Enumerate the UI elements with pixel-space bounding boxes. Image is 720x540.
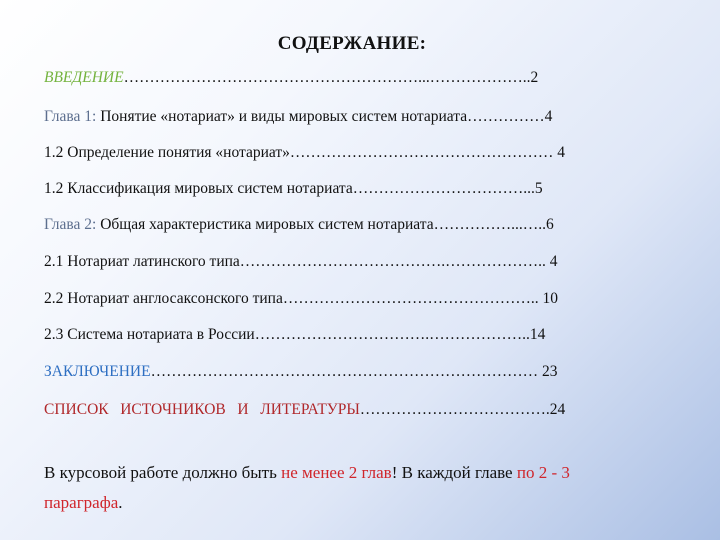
toc-entry-section-2-1: 2.1 Нотариат латинского типа………………………………….……………….. 4 bbox=[44, 253, 558, 270]
toc-entry-introduction: ВВЕДЕНИЕ…………………………………………………...………………..2 bbox=[44, 69, 539, 86]
toc-entry-chapter-1: Глава 1: Понятие «нотариат» и виды мировых систем нотариата……………4 bbox=[44, 108, 553, 125]
toc-entry-section-2-2: 2.2 Нотариат англосаксонского типа………………………………………….. 10 bbox=[44, 290, 558, 307]
toc-entry-section-1-2-classification: 1.2 Классификация мировых систем нотариата……………………………...5 bbox=[44, 180, 543, 197]
toc-entry-section-1-2-definition: 1.2 Определение понятия «нотариат»…………………………………………… 4 bbox=[44, 144, 566, 161]
toc-entry-references: СПИСОК ИСТОЧНИКОВ И ЛИТЕРАТУРЫ……………………………….24 bbox=[44, 401, 566, 418]
toc-entry-chapter-2: Глава 2: Общая характеристика мировых систем нотариата……………...…..6 bbox=[44, 216, 554, 233]
requirements-note: В курсовой работе должно быть не менее 2 глав! В каждой главе по 2 - 3 параграфа. bbox=[44, 463, 570, 512]
toc-entry-section-2-3: 2.3 Система нотариата в России…………………………….………………..14 bbox=[44, 326, 546, 343]
page-title: СОДЕРЖАНИЕ: bbox=[277, 33, 427, 54]
toc-entry-conclusion: ЗАКЛЮЧЕНИЕ………………………………………………………………… 23 bbox=[44, 363, 558, 380]
